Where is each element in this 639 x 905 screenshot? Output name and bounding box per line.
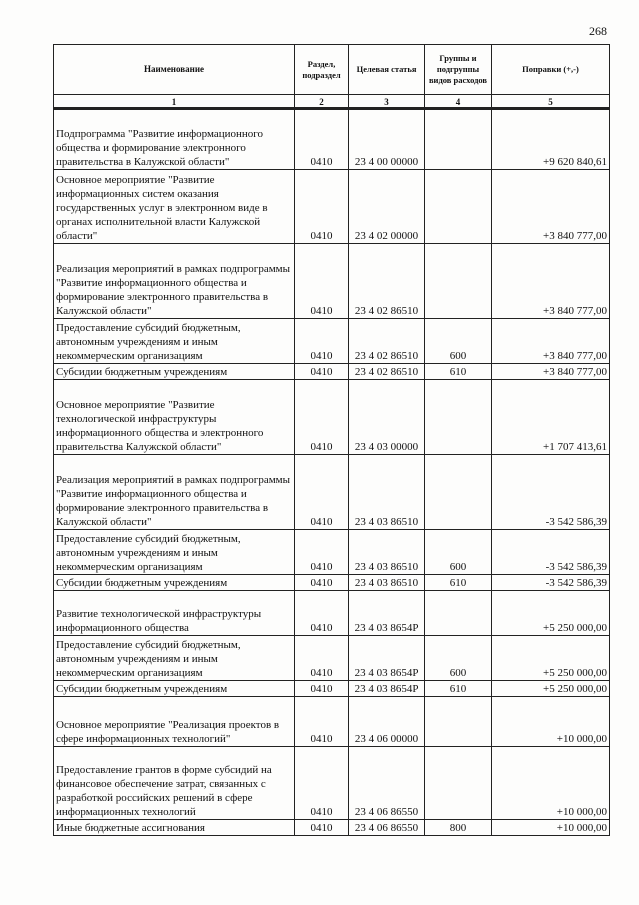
row-group: 610 [425, 681, 492, 697]
row-target: 23 4 03 8654P [349, 591, 425, 636]
row-amount: +10 000,00 [492, 820, 610, 836]
row-section: 0410 [295, 170, 349, 244]
row-amount: -3 542 586,39 [492, 575, 610, 591]
row-group [425, 110, 492, 170]
column-number: 1 [54, 95, 295, 109]
row-group [425, 747, 492, 820]
row-target: 23 4 02 00000 [349, 170, 425, 244]
row-group: 610 [425, 364, 492, 380]
table-row [54, 681, 610, 697]
table-row [54, 319, 610, 364]
header-section: Раздел, подраздел [295, 45, 349, 95]
row-section: 0410 [295, 530, 349, 575]
row-group [425, 591, 492, 636]
row-amount: +10 000,00 [492, 747, 610, 820]
row-name: Основное мероприятие "Реализация проектов в сфере информационных технологий" [54, 697, 295, 747]
row-group: 800 [425, 820, 492, 836]
row-target: 23 4 06 86550 [349, 820, 425, 836]
page-number: 268 [589, 24, 607, 38]
row-target: 23 4 00 00000 [349, 110, 425, 170]
header-target: Целевая статья [349, 45, 425, 95]
header-row [54, 45, 610, 95]
row-amount: +5 250 000,00 [492, 681, 610, 697]
table-row [54, 244, 610, 319]
row-target: 23 4 02 86510 [349, 319, 425, 364]
table-row [54, 170, 610, 244]
row-target: 23 4 02 86510 [349, 244, 425, 319]
row-amount: +1 707 413,61 [492, 380, 610, 455]
row-section: 0410 [295, 244, 349, 319]
table-row [54, 591, 610, 636]
row-group: 600 [425, 319, 492, 364]
row-amount: +10 000,00 [492, 697, 610, 747]
row-amount: +3 840 777,00 [492, 170, 610, 244]
row-section: 0410 [295, 110, 349, 170]
row-section: 0410 [295, 681, 349, 697]
row-target: 23 4 03 8654P [349, 636, 425, 681]
row-section: 0410 [295, 455, 349, 530]
row-name: Реализация мероприятий в рамках подпрограммы "Развитие информационного общества и формирование электронного правительства в Калужской области" [54, 244, 295, 319]
table-row [54, 697, 610, 747]
column-number: 4 [425, 95, 492, 109]
row-amount: +9 620 840,61 [492, 110, 610, 170]
row-name: Предоставление субсидий бюджетным, автономным учреждениям и иным некоммерческим организациям [54, 319, 295, 364]
row-name: Субсидии бюджетным учреждениям [54, 575, 295, 591]
row-amount: +3 840 777,00 [492, 244, 610, 319]
row-target: 23 4 03 86510 [349, 575, 425, 591]
row-name: Предоставление грантов в форме субсидий на финансовое обеспечение затрат, связанных с разработкой российских решений в сфере информационных технологий [54, 747, 295, 820]
table-row [54, 575, 610, 591]
row-section: 0410 [295, 697, 349, 747]
row-group [425, 380, 492, 455]
row-target: 23 4 02 86510 [349, 364, 425, 380]
row-amount: +5 250 000,00 [492, 636, 610, 681]
row-section: 0410 [295, 636, 349, 681]
row-group [425, 697, 492, 747]
row-name: Предоставление субсидий бюджетным, автономным учреждениям и иным некоммерческим организациям [54, 636, 295, 681]
row-target: 23 4 03 86510 [349, 455, 425, 530]
row-amount: -3 542 586,39 [492, 530, 610, 575]
row-group: 600 [425, 636, 492, 681]
column-number: 3 [349, 95, 425, 109]
header-amendments: Поправки (+,-) [492, 45, 610, 95]
row-section: 0410 [295, 364, 349, 380]
column-number: 2 [295, 95, 349, 109]
row-section: 0410 [295, 747, 349, 820]
row-name: Предоставление субсидий бюджетным, автономным учреждениям и иным некоммерческим организациям [54, 530, 295, 575]
table-row [54, 380, 610, 455]
column-number-row [54, 95, 610, 109]
row-group [425, 170, 492, 244]
header-name: Наименование [54, 45, 295, 95]
row-group: 610 [425, 575, 492, 591]
table-row [54, 364, 610, 380]
row-amount: +5 250 000,00 [492, 591, 610, 636]
table-row [54, 110, 610, 170]
table-row [54, 820, 610, 836]
row-group: 600 [425, 530, 492, 575]
row-group [425, 244, 492, 319]
header-groups: Группы и подгруппы видов расходов [425, 45, 492, 95]
table-row [54, 636, 610, 681]
row-target: 23 4 03 86510 [349, 530, 425, 575]
row-name: Субсидии бюджетным учреждениям [54, 681, 295, 697]
table-row [54, 747, 610, 820]
row-section: 0410 [295, 820, 349, 836]
table-row [54, 455, 610, 530]
row-name: Иные бюджетные ассигнования [54, 820, 295, 836]
row-amount: -3 542 586,39 [492, 455, 610, 530]
row-section: 0410 [295, 591, 349, 636]
row-name: Основное мероприятие "Развитие технологической инфраструктуры информационного общества и электронного правительства Калужской области" [54, 380, 295, 455]
row-amount: +3 840 777,00 [492, 319, 610, 364]
row-name: Развитие технологической инфраструктуры информационного общества [54, 591, 295, 636]
row-section: 0410 [295, 575, 349, 591]
row-amount: +3 840 777,00 [492, 364, 610, 380]
row-name: Реализация мероприятий в рамках подпрограммы "Развитие информационного общества и формирование электронного правительства в Калужской области" [54, 455, 295, 530]
row-target: 23 4 06 86550 [349, 747, 425, 820]
row-name: Субсидии бюджетным учреждениям [54, 364, 295, 380]
row-section: 0410 [295, 380, 349, 455]
table-row [54, 530, 610, 575]
row-target: 23 4 03 8654P [349, 681, 425, 697]
budget-amendments-table [53, 44, 610, 836]
row-target: 23 4 03 00000 [349, 380, 425, 455]
row-name: Основное мероприятие "Развитие информационных систем оказания государственных услуг в электронном виде в органах исполнительной власти Калужской области" [54, 170, 295, 244]
row-group [425, 455, 492, 530]
row-target: 23 4 06 00000 [349, 697, 425, 747]
row-section: 0410 [295, 319, 349, 364]
column-number: 5 [492, 95, 610, 109]
row-name: Подпрограмма "Развитие информационного общества и формирование электронного правительства в Калужской области" [54, 110, 295, 170]
